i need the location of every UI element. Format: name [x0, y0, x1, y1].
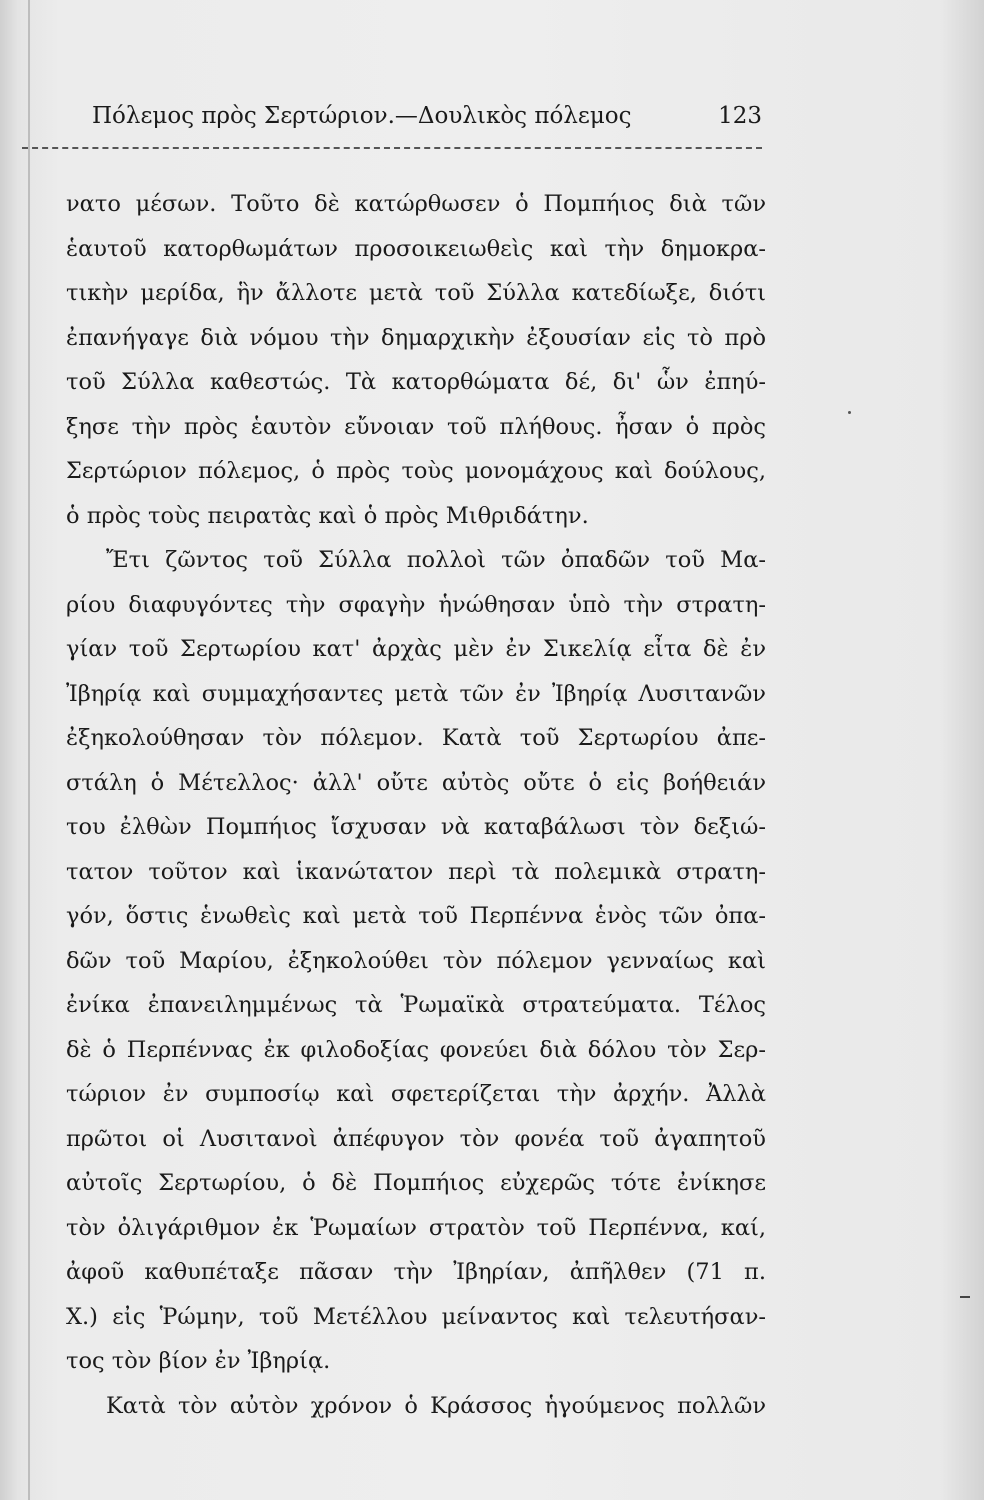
text-line: ἐπανήγαγε διὰ νόμου τὴν δημαρχικὴν ἐξουσίαν εἰς τὸ πρὸ: [66, 324, 766, 351]
text-line: πρῶτοι οἱ Λυσιτανοὶ ἀπέφυγον τὸν φονέα τοῦ ἀγαπητοῦ: [66, 1125, 766, 1152]
text-line: δὲ ὁ Περπέννας ἐκ φιλοδοξίας φονεύει διὰ δόλου τὸν Σερ-: [66, 1036, 766, 1063]
text-line: τώριον ἐν συμποσίῳ καὶ σφετερίζεται τὴν ἀρχήν. Ἀλλὰ: [66, 1081, 766, 1107]
text-line: γόν, ὅστις ἑνωθεὶς καὶ μετὰ τοῦ Περπέννα ἑνὸς τῶν ὀπα-: [66, 903, 766, 929]
text-line: Ἰβηρίᾳ καὶ συμμαχήσαντες μετὰ τῶν ἐν Ἰβηρίᾳ Λυσιτανῶν: [66, 680, 766, 707]
text-line: τικὴν μερίδα, ἣν ἄλλοτε μετὰ τοῦ Σύλλα κατεδίωξε, διότι: [66, 280, 766, 306]
text-line: ξησε τὴν πρὸς ἑαυτὸν εὔνοιαν τοῦ πλήθους. ἦσαν ὁ πρὸς: [66, 413, 766, 440]
running-head-title: Πόλεμος πρὸς Σερτώριον.—Δουλικὸς πόλεμος: [92, 103, 632, 129]
text-line: Χ.) εἰς Ῥώμην, τοῦ Μετέλλου μείναντος καὶ τελευτήσαν-: [66, 1303, 766, 1330]
text-line: στάλη ὁ Μέτελλος· ἀλλ' οὔτε αὐτὸς οὔτε ὁ εἰς βοήθειάν: [66, 769, 766, 796]
text-line: τατον τοῦτον καὶ ἱκανώτατον περὶ τὰ πολεμικὰ στρατη-: [66, 858, 766, 885]
body-text: [66, 182, 766, 1428]
text-line: ὁ πρὸς τοὺς πειρατὰς καὶ ὁ πρὸς Μιθριδάτην.: [66, 502, 589, 529]
text-line: τοῦ Σύλλα καθεστώς. Τὰ κατορθώματα δέ, δι' ὧν ἐπηύ-: [66, 369, 766, 395]
paragraph-start-line: Κατὰ τὸν αὐτὸν χρόνον ὁ Κράσσος ἡγούμενος πολλῶν: [106, 1392, 766, 1419]
page-number: 123: [718, 103, 762, 129]
text-line: Σερτώριον πόλεμος, ὁ πρὸς τοὺς μονομάχους καὶ δούλους,: [66, 458, 766, 484]
text-line: τος τὸν βίον ἐν Ἰβηρίᾳ.: [66, 1348, 331, 1374]
header-rule: [22, 147, 762, 149]
text-line: ἀφοῦ καθυπέταξε πᾶσαν τὴν Ἰβηρίαν, ἀπῆλθεν (71 π.: [66, 1259, 766, 1285]
text-line: γίαν τοῦ Σερτωρίου κατ' ἀρχὰς μὲν ἐν Σικελίᾳ εἶτα δὲ ἐν: [66, 636, 766, 662]
paragraph-start-line: Ἔτι ζῶντος τοῦ Σύλλα πολλοὶ τῶν ὀπαδῶν τοῦ Μα-: [106, 547, 766, 573]
margin-speck: [848, 411, 851, 414]
text-line: ρίου διαφυγόντες τὴν σφαγὴν ἡνώθησαν ὑπὸ τὴν στρατη-: [66, 591, 766, 618]
text-line: ἑαυτοῦ κατορθωμάτων προσοικειωθεὶς καὶ τὴν δημοκρα-: [66, 235, 766, 262]
text-line: του ἐλθὼν Πομπήιος ἴσχυσαν νὰ καταβάλωσι τὸν δεξιώ-: [66, 814, 766, 840]
page-gutter-shadow: [28, 0, 30, 1500]
margin-mark: [960, 1296, 970, 1298]
text-line: νατο μέσων. Τοῦτο δὲ κατώρθωσεν ὁ Πομπήιος διὰ τῶν: [66, 191, 766, 217]
text-line: δῶν τοῦ Μαρίου, ἐξηκολούθει τὸν πόλεμον γενναίως καὶ: [66, 947, 766, 974]
text-line: τὸν ὀλιγάριθμον ἐκ Ῥωμαίων στρατὸν τοῦ Περπέννα, καί,: [66, 1214, 766, 1241]
text-line: ἐνίκα ἐπανειλημμένως τὰ Ῥωμαϊκὰ στρατεύματα. Τέλος: [66, 992, 766, 1018]
text-line: ἐξηκολούθησαν τὸν πόλεμον. Κατὰ τοῦ Σερτωρίου ἀπε-: [66, 725, 766, 751]
text-line: αὐτοῖς Σερτωρίου, ὁ δὲ Πομπήιος εὐχερῶς τότε ἐνίκησε: [66, 1170, 766, 1196]
running-head: [92, 96, 762, 136]
